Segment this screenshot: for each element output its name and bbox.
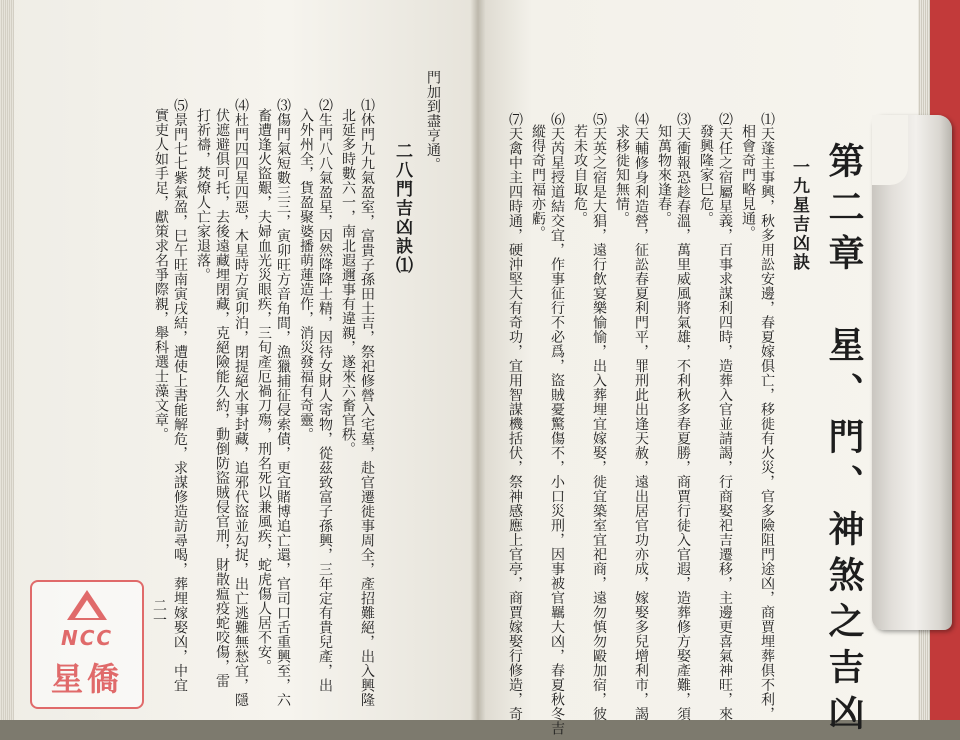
text-column: ⑷天輔修身利造營，征訟春夏利門平，罪刑此出逢天赦，遠出居官功亦成，嫁娶多兒增利市，謁 [633, 112, 649, 721]
text-column: ⑵生門八八氣盈星，因然降降士精，因待女財人寄物，從茲致富子孫興，三年定有貴兒產，出 [317, 98, 333, 693]
text-column: ⑵天任之宿屬星義，百事求謀利四時，造葬入官並請謁，行商娶祀吉遷移，主邊更喜氣神旺，來 [717, 112, 733, 721]
text-column: 知萬物來逢春。 [656, 124, 672, 226]
text-column: 相會奇門略見通。 [740, 124, 756, 240]
store-logo [30, 580, 144, 709]
text-column: ⑶傷門氣短數三三，寅卯旺方音角間，漁獵捕征侵索債，更宜賭博追亡還，官司口舌重興至，六 [275, 98, 291, 707]
text-column: 畜遭逢火盜艱，夫婦血光災眼疾，三旬產厄禍刀殤，刑名死以兼風疾，蛇虎傷人居不安。 [256, 108, 272, 674]
text-column: 求移徙知無情。 [614, 124, 630, 226]
text-column: 北延多時數六一，南北遐邇事有違親，遂來六畜官秩。 [340, 108, 356, 456]
section-heading: 一九星吉凶訣 [789, 158, 809, 272]
text-column: ⑺天禽中主四時通，硬沖堅大有奇功，宜用智謀機括伏，祭神感應上官亭，商賈嫁娶行修造，奇 [507, 112, 523, 721]
chapter-title: 第二章 星、門、神煞之吉凶 [823, 142, 865, 740]
logo-triangle-inner [75, 600, 99, 618]
section-heading: 二八門吉凶訣⑴ [392, 142, 412, 275]
page-number: 二一 [151, 598, 167, 627]
text-column: 入外州全，貨盈聚婆播萌蓮造作，消災發福有奇靈。 [298, 108, 314, 442]
text-column: 門加到盡亨通。 [425, 70, 441, 172]
text-column: 若未攻自取危。 [572, 124, 588, 226]
text-column: 伏遮避俱可托，去後遠藏埋閉藏，克絕險能久約，動倒防盜賊侵官刑，財散瘟疫蛇咬傷，雷 [214, 108, 230, 688]
text-column: 發興隆家巳危。 [698, 124, 714, 226]
text-column: ⑸景門七七紫氣盈，巳午旺南寅戌結，遭使上書能解危，求謀修造訪尋喝，葬埋嫁娶凶，中宜 [172, 98, 188, 693]
paper-strip-notch [872, 115, 908, 185]
text-column: ⑴休門九九氣盈室，富貴子孫田土吉，祭祀修營入宅墓，赴官遷徙事周全，產招難絕，出入興隆 [359, 98, 375, 707]
text-column: 縱得奇門福亦虧。 [530, 124, 546, 240]
text-column: 實吏人如手足，獻策求名爭際親，舉科選士藻文章。 [153, 108, 169, 442]
logo-ncc-text: NCC [60, 626, 114, 650]
book-gutter [470, 0, 486, 720]
left-page-edges [0, 0, 14, 720]
text-column: 打祈禱，焚燎人亡家退落。 [195, 108, 211, 282]
text-column: ⑹天芮星授道結交宜，作事征行不必爲，盜賊憂驚傷不，小口災刑，因事被官羈大凶，春夏秋冬吉 [549, 112, 565, 736]
text-column: ⑸天英之宿是大猖，遠行飲宴樂愉愉，出入葬埋宜嫁娶，徙宜築室宜祀商，遠勿慎勿毆加宿，彼 [591, 112, 607, 721]
paper-strip [872, 115, 952, 630]
text-column: ⑴天蓬主事興，秋多用訟安邊，春夏嫁俱亡，移徙有火災，官多險阻門途凶，商賈埋葬俱不利， [759, 112, 775, 721]
logo-name-text: 星僑 [50, 660, 123, 698]
text-column: ⑷杜門四四星四惡，木星時方寅卯泊，閉提絕水事封藏，追邪代盜並勾捉，出亡逃難無愁宜，隱 [233, 98, 249, 707]
text-column: ⑶天衝報恐趁春溫，萬里威風將氣雄，不利秋多春夏勝，商賈行徒入官遐，造葬修方娶產難，須 [675, 112, 691, 721]
